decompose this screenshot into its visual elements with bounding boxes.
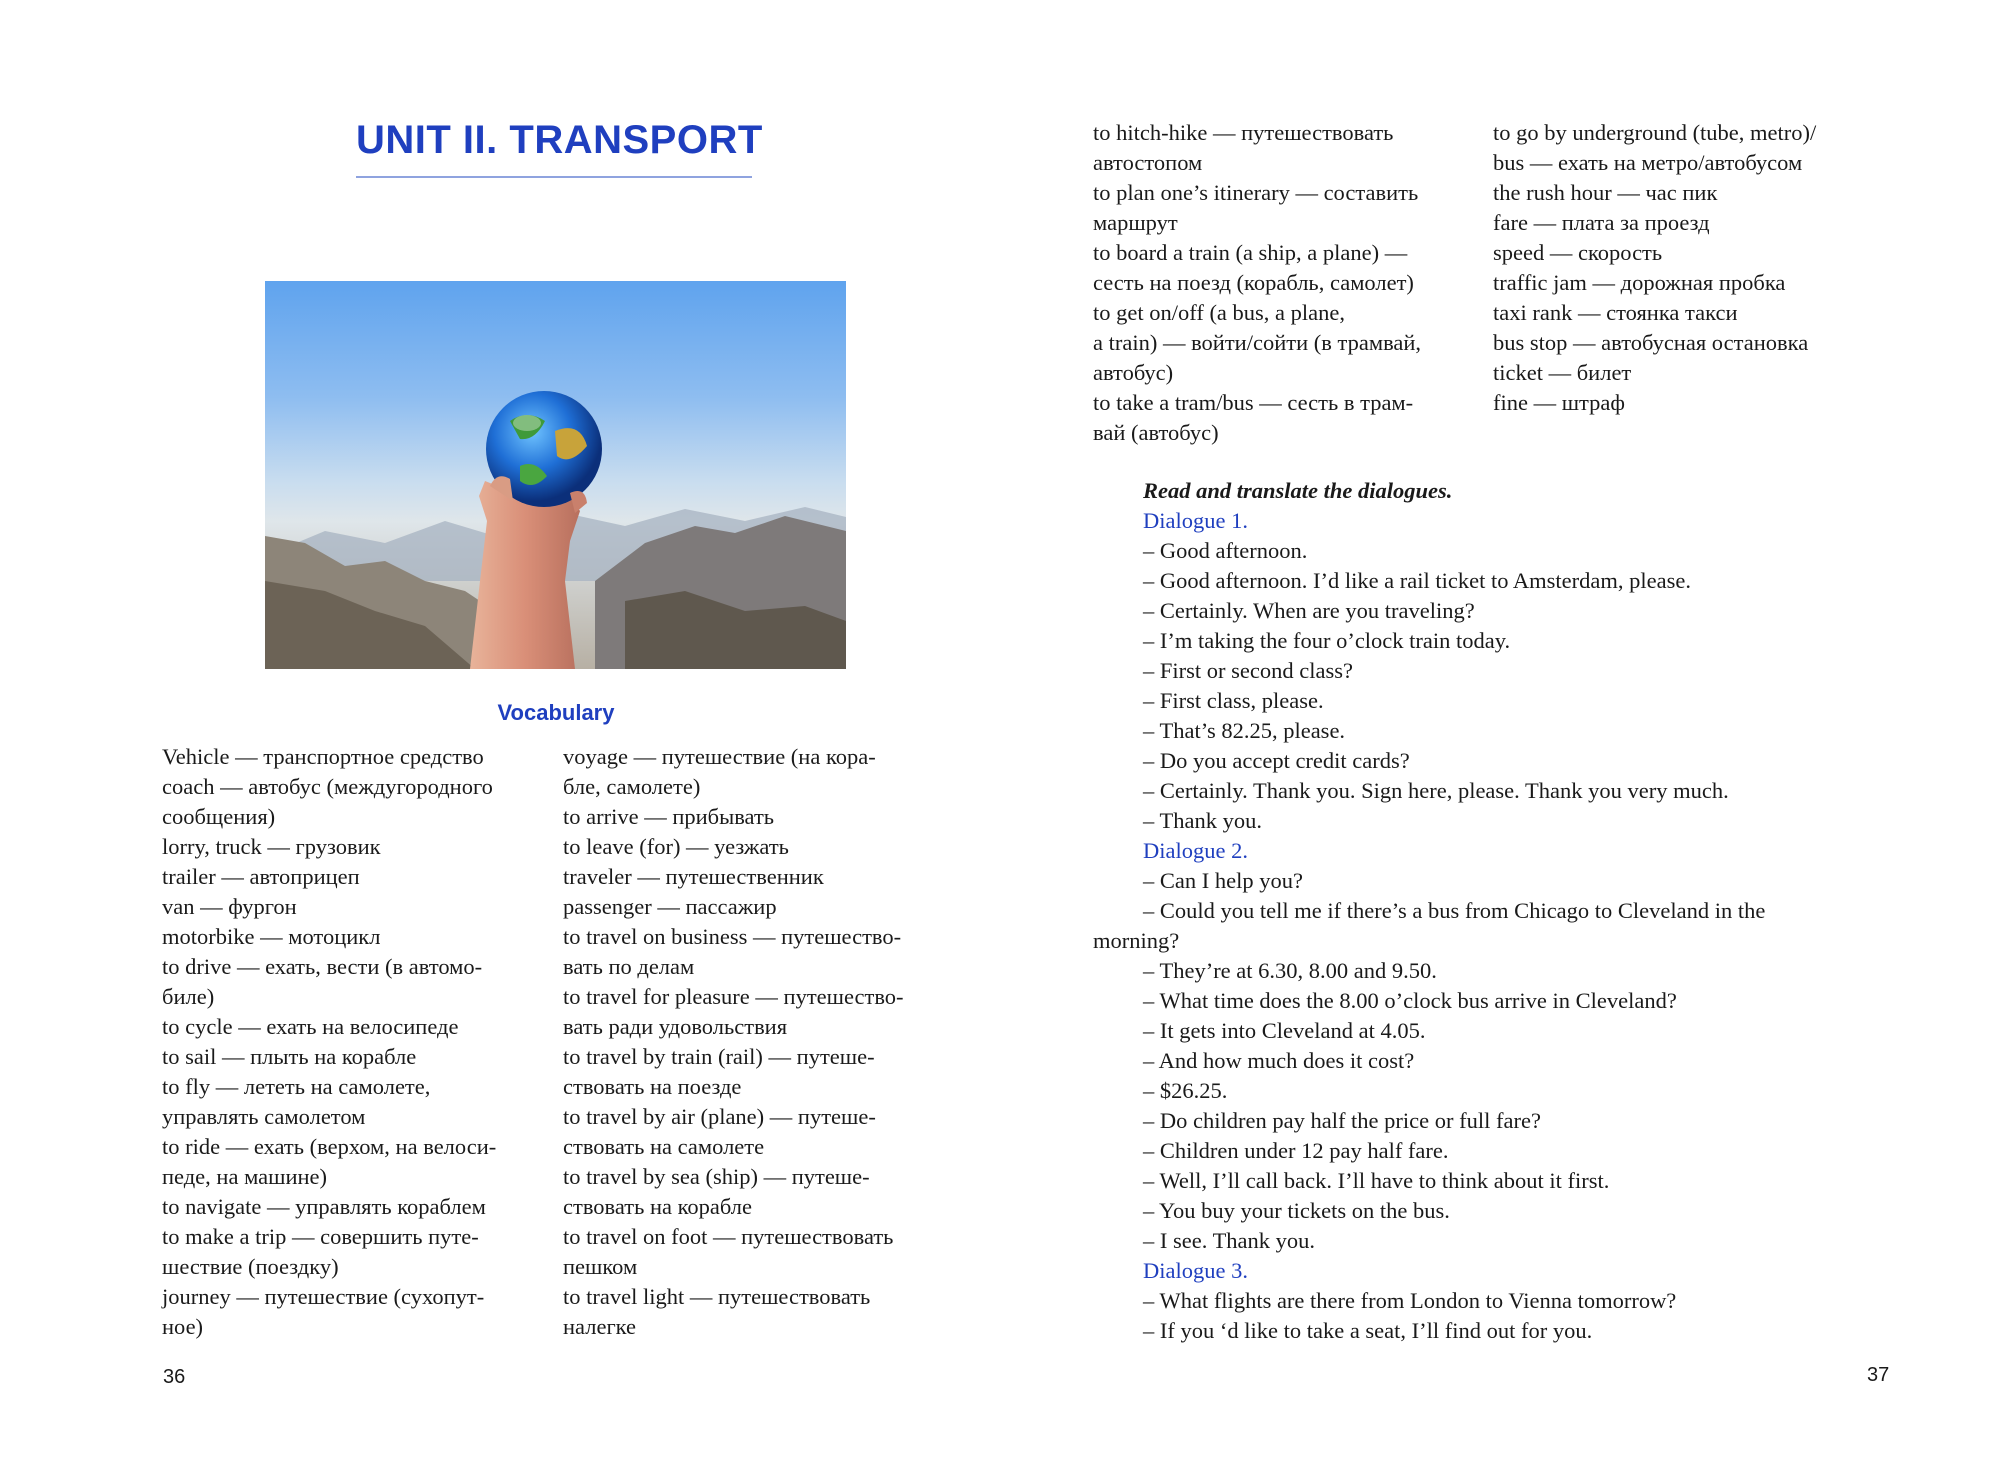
vocab-line: сообщения)	[162, 804, 276, 829]
page-number-left: 36	[163, 1366, 186, 1388]
vocab-line: to plan one’s itinerary — составить	[1093, 180, 1419, 205]
unit-title: UNIT II. TRANSPORT	[356, 118, 763, 162]
vocab-line: to take a tram/bus — сесть в трам-	[1093, 390, 1414, 415]
vocab-line: ное)	[162, 1314, 204, 1339]
dialogue-line: – Do you accept credit cards?	[1143, 748, 1410, 773]
vocab-line: to ride — ехать (верхом, на велоси-	[162, 1134, 497, 1159]
vocab-line: taxi rank — стоянка такси	[1493, 300, 1738, 325]
vocab-line: сесть на поезд (корабль, самолет)	[1093, 270, 1414, 295]
vocab-column-2	[563, 742, 963, 1342]
dialogue-2-heading: Dialogue 2.	[1143, 838, 1248, 863]
vocab-line: bus stop — автобусная остановка	[1493, 330, 1809, 355]
dialogue-3-heading: Dialogue 3.	[1143, 1258, 1248, 1283]
vocab-line: to navigate — управлять кораблем	[162, 1194, 486, 1219]
dialogue-line: – Good afternoon.	[1143, 538, 1308, 563]
vocab-line: шествие (поездку)	[162, 1254, 339, 1279]
dialogue-line: – If you ‘d like to take a seat, I’ll find out for you.	[1143, 1318, 1593, 1343]
vocab-line: lorry, truck — грузовик	[162, 834, 381, 859]
vocab-line: bus — ехать на метро/автобусом	[1493, 150, 1803, 175]
vocab-line: motorbike — мотоцикл	[162, 924, 381, 949]
vocab-line: the rush hour — час пик	[1493, 180, 1718, 205]
dialogue-1-heading: Dialogue 1.	[1143, 508, 1248, 533]
dialogues-section	[1093, 476, 1893, 1346]
hand-holding-globe-photo	[265, 281, 846, 669]
vocab-line: ticket — билет	[1493, 360, 1632, 385]
vocab-line: voyage — путешествие (на кора-	[563, 744, 876, 769]
vocab-line: автобус)	[1093, 360, 1174, 385]
vocab-line: trailer — автоприцеп	[162, 864, 360, 889]
vocab-line: to travel by sea (ship) — путеше-	[563, 1164, 870, 1189]
dialogue-line: – First or second class?	[1143, 658, 1353, 683]
dialogue-line: – What time does the 8.00 o’clock bus arrive in Cleveland?	[1143, 988, 1677, 1013]
vocab-line: to arrive — прибывать	[563, 804, 775, 829]
vocab-line: a train) — войти/сойти (в трамвай,	[1093, 330, 1422, 355]
vocab-line: to travel by air (plane) — путеше-	[563, 1104, 876, 1129]
dialogue-line: – Thank you.	[1143, 808, 1262, 833]
vocab-line: автостопом	[1093, 150, 1203, 175]
vocab-line: fare — плата за проезд	[1493, 210, 1710, 235]
dialogue-line: – First class, please.	[1143, 688, 1324, 713]
vocab-line: to drive — ехать, вести (в автомо-	[162, 954, 483, 979]
vocab-line: to sail — плыть на корабле	[162, 1044, 417, 1069]
vocab-line: бле, самолете)	[563, 774, 701, 799]
dialogue-line: – Could you tell me if there’s a bus from Chicago to Cleveland in the	[1143, 898, 1766, 923]
vocab-line: вай (автобус)	[1093, 420, 1219, 445]
vocab-line: to go by underground (tube, metro)/	[1493, 120, 1817, 145]
dialogue-line: morning?	[1093, 928, 1180, 953]
vocab-line: биле)	[162, 984, 215, 1009]
dialogue-line: – You buy your tickets on the bus.	[1143, 1198, 1450, 1223]
right-page	[1000, 0, 2000, 1480]
vocab-line: вать по делам	[563, 954, 695, 979]
vocab-column-3	[1093, 118, 1493, 448]
vocab-line: to make a trip — совершить путе-	[162, 1224, 479, 1249]
vocab-line: to travel on foot — путешествовать	[563, 1224, 894, 1249]
dialogue-line: – That’s 82.25, please.	[1143, 718, 1346, 743]
vocab-line: маршрут	[1093, 210, 1178, 235]
vocab-line: ствовать на самолете	[563, 1134, 765, 1159]
vocab-line: ствовать на поезде	[563, 1074, 742, 1099]
dialogue-line: – What flights are there from London to Vienna tomorrow?	[1143, 1288, 1677, 1313]
title-underline	[356, 176, 752, 178]
vocab-line: traveler — путешественник	[563, 864, 824, 889]
vocab-line: speed — скорость	[1493, 240, 1663, 265]
vocab-line: coach — автобус (междугородного	[162, 774, 493, 799]
page-number-right: 37	[1867, 1364, 1890, 1386]
dialogue-line: – Certainly. Thank you. Sign here, please. Thank you very much.	[1143, 778, 1729, 803]
vocab-line: ствовать на корабле	[563, 1194, 753, 1219]
dialogue-line: – Certainly. When are you traveling?	[1143, 598, 1475, 623]
dialogue-line: – Can I help you?	[1143, 868, 1303, 893]
dialogue-line: – Good afternoon. I’d like a rail ticket to Amsterdam, please.	[1143, 568, 1691, 593]
vocab-line: to travel by train (rail) — путеше-	[563, 1044, 875, 1069]
dialogue-line: – It gets into Cleveland at 4.05.	[1143, 1018, 1426, 1043]
dialogue-line: – $26.25.	[1143, 1078, 1228, 1103]
vocab-line: to leave (for) — уезжать	[563, 834, 789, 859]
vocab-line: van — фургон	[162, 894, 297, 919]
vocab-line: to travel on business — путешество-	[563, 924, 902, 949]
vocab-line: to travel for pleasure — путешество-	[563, 984, 904, 1009]
vocab-line: passenger — пассажир	[563, 894, 777, 919]
dialogue-line: – And how much does it cost?	[1143, 1048, 1415, 1073]
dialogue-line: – Children under 12 pay half fare.	[1143, 1138, 1449, 1163]
vocab-line: to cycle — ехать на велосипеде	[162, 1014, 459, 1039]
vocab-line: управлять самолетом	[162, 1104, 366, 1129]
vocab-column-1	[162, 742, 552, 1342]
vocab-line: to hitch-hike — путешествовать	[1093, 120, 1394, 145]
dialogue-line: – I see. Thank you.	[1143, 1228, 1316, 1253]
vocab-column-4	[1493, 118, 1913, 418]
vocab-line: педе, на машине)	[162, 1164, 328, 1189]
dialogue-line: – Do children pay half the price or full fare?	[1143, 1108, 1541, 1133]
vocab-line: traffic jam — дорожная пробка	[1493, 270, 1786, 295]
vocab-line: to travel light — путешествовать	[563, 1284, 871, 1309]
dialogue-line: – Well, I’ll call back. I’ll have to think about it first.	[1143, 1168, 1610, 1193]
exercise-instruction: Read and translate the dialogues.	[1143, 478, 1453, 503]
vocab-line: to get on/off (a bus, a plane,	[1093, 300, 1346, 325]
vocab-line: Vehicle — транспортное средство	[162, 744, 484, 769]
vocab-line: fine — штраф	[1493, 390, 1625, 415]
dialogue-line: – I’m taking the four o’clock train today.	[1143, 628, 1511, 653]
vocab-line: journey — путешествие (сухопут-	[162, 1284, 485, 1309]
vocab-line: пешком	[563, 1254, 638, 1279]
vocabulary-heading: Vocabulary	[497, 700, 615, 725]
vocab-line: to board a train (a ship, a plane) —	[1093, 240, 1408, 265]
vocab-line: to fly — лететь на самолете,	[162, 1074, 431, 1099]
vocab-line: вать ради удовольствия	[563, 1014, 788, 1039]
vocab-line: налегке	[563, 1314, 637, 1339]
dialogue-line: – They’re at 6.30, 8.00 and 9.50.	[1143, 958, 1437, 983]
